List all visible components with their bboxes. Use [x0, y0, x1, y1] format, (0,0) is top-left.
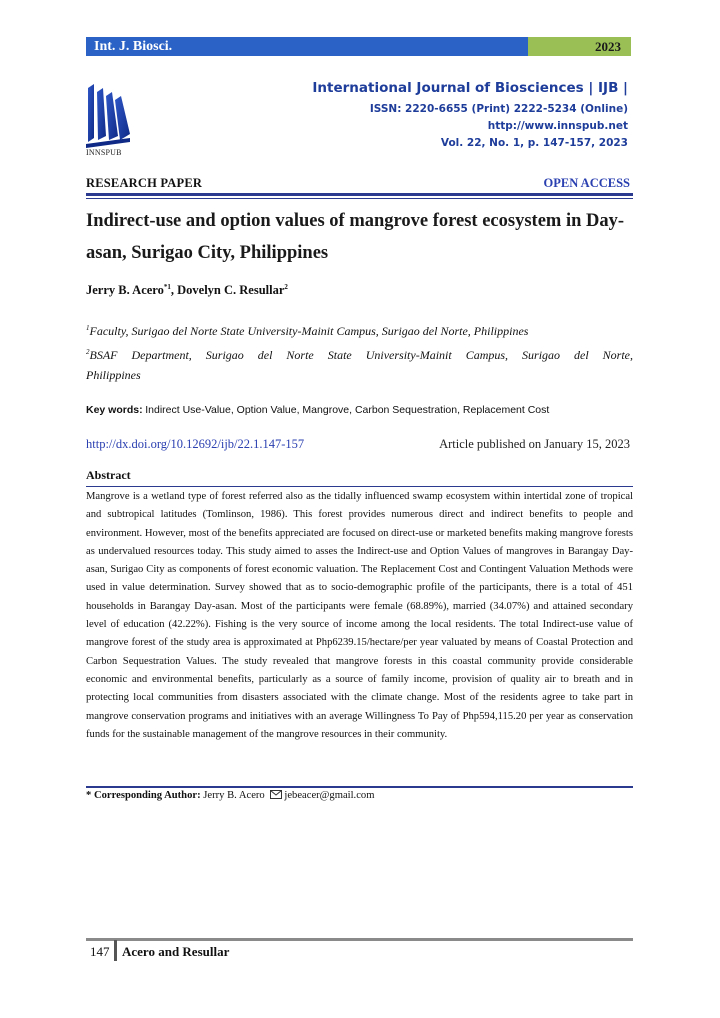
- top-banner: [86, 37, 631, 56]
- abstract-divider-bottom: [86, 786, 633, 788]
- corresponding-name: Jerry B. Acero: [203, 790, 265, 801]
- innspub-logo-icon: [86, 80, 132, 152]
- author-list: [86, 283, 288, 298]
- footer-divider: [86, 938, 633, 941]
- banner-year: 2023: [528, 37, 631, 56]
- affiliation-2-continued: Philippines: [86, 368, 141, 382]
- journal-url-link[interactable]: http://www.innspub.net: [487, 120, 628, 132]
- header-divider-thin: [86, 198, 633, 199]
- paper-type-label: RESEARCH PAPER: [86, 176, 203, 190]
- journal-title: International Journal of Biosciences | IJB |: [312, 80, 628, 96]
- publication-date: Article published on January 15, 2023: [439, 437, 630, 451]
- page-number: 147: [90, 944, 110, 959]
- open-access-label: OPEN ACCESS: [543, 176, 630, 190]
- logo-text: INNSPUB: [86, 148, 122, 157]
- affiliation-1-text: Faculty, Surigao del Norte State University-Mainit Campus, Surigao del Norte, Philippines: [89, 324, 529, 338]
- abstract-divider-top: [86, 486, 633, 487]
- corresponding-email-link[interactable]: jebeacer@gmail.com: [284, 790, 375, 801]
- journal-short-name: Int. J. Biosci.: [86, 37, 528, 56]
- journal-issn: ISSN: 2220-6655 (Print) 2222-5234 (Online): [369, 103, 628, 115]
- affiliation-1: [86, 317, 633, 343]
- author-2-marker: 2: [284, 283, 288, 291]
- affiliation-2-text: BSAF Department, Surigao del Norte State University-Mainit Campus, Surigao del Norte,: [89, 348, 633, 362]
- affiliation-1-number: 1: [86, 324, 90, 332]
- corresponding-author: [86, 790, 374, 801]
- footer-separator: [114, 940, 117, 961]
- keywords-label: Key words:: [86, 404, 143, 416]
- author-separator: ,: [170, 283, 178, 298]
- header-divider: [86, 193, 633, 196]
- keywords: [86, 404, 549, 416]
- doi-link[interactable]: http://dx.doi.org/10.12692/ijb/22.1.147-157: [86, 437, 305, 451]
- corresponding-label: Corresponding Author:: [93, 790, 201, 801]
- envelope-icon: [270, 790, 282, 799]
- author-2: Dovelyn C. Resullar: [177, 283, 285, 298]
- abstract-heading: Abstract: [86, 468, 131, 482]
- corresponding-star: *: [86, 790, 92, 801]
- paper-title: Indirect-use and option values of mangrove forest ecosystem in Day-asan, Surigao City, Philippines: [86, 211, 625, 263]
- running-authors: Acero and Resullar: [122, 944, 230, 959]
- keywords-text: Indirect Use-Value, Option Value, Mangrove, Carbon Sequestration, Replacement Cost: [145, 404, 550, 416]
- author-1: Jerry B. Acero: [86, 283, 164, 298]
- abstract-text: Mangrove is a wetland type of forest referred also as the tidally influenced swamp ecosystem within intertidal zone of tropical and subtropical latitudes (Tomlinson, 1986). This forest provides numerous direct and indirect benefits to people and environment. However, most of the benefits appreciated are focused on direct-use or marketed benefits making mangrove forests as undervalued resources today. This study aimed to asses the Indirect-use and Option Values of mangroves in Barangay Day-asan, Surigao City as components of forest economic valuation. The Replacement Cost and Contingent Valuation Methods were used in value determination. Survey showed that as to socio-demographic profile of the participants, there is a total of 451 households in Barangay Day-asan. Most of the participants were female (68.89%), married (34.07%) and attained secondary level of education (42.22%). Fishing is the very source of income among the local residents. The total Indirect-use value of mangrove forest of the study area is approximated at Php6239.15/hectare/per year valuated by means of Coastal Protection and Carbon Sequestration Values. The study revealed that mangrove forests in this coastal community provide considerable economic and environmental benefits, particularly as a source of family income, provision of quality air to breath and in protecting local communities from disasters associated with the climate change. Most of the residents agree to take part in mangrove conservation programs and initiatives with an average Willingness To Pay of Php594,115.20 per year as conservation funds for the sustainable management of the mangrove resources in their community.: [86, 491, 633, 740]
- author-1-marker: *1: [163, 283, 171, 291]
- affiliation-2-number: 2: [86, 348, 90, 356]
- journal-volume: Vol. 22, No. 1, p. 147-157, 2023: [440, 137, 628, 149]
